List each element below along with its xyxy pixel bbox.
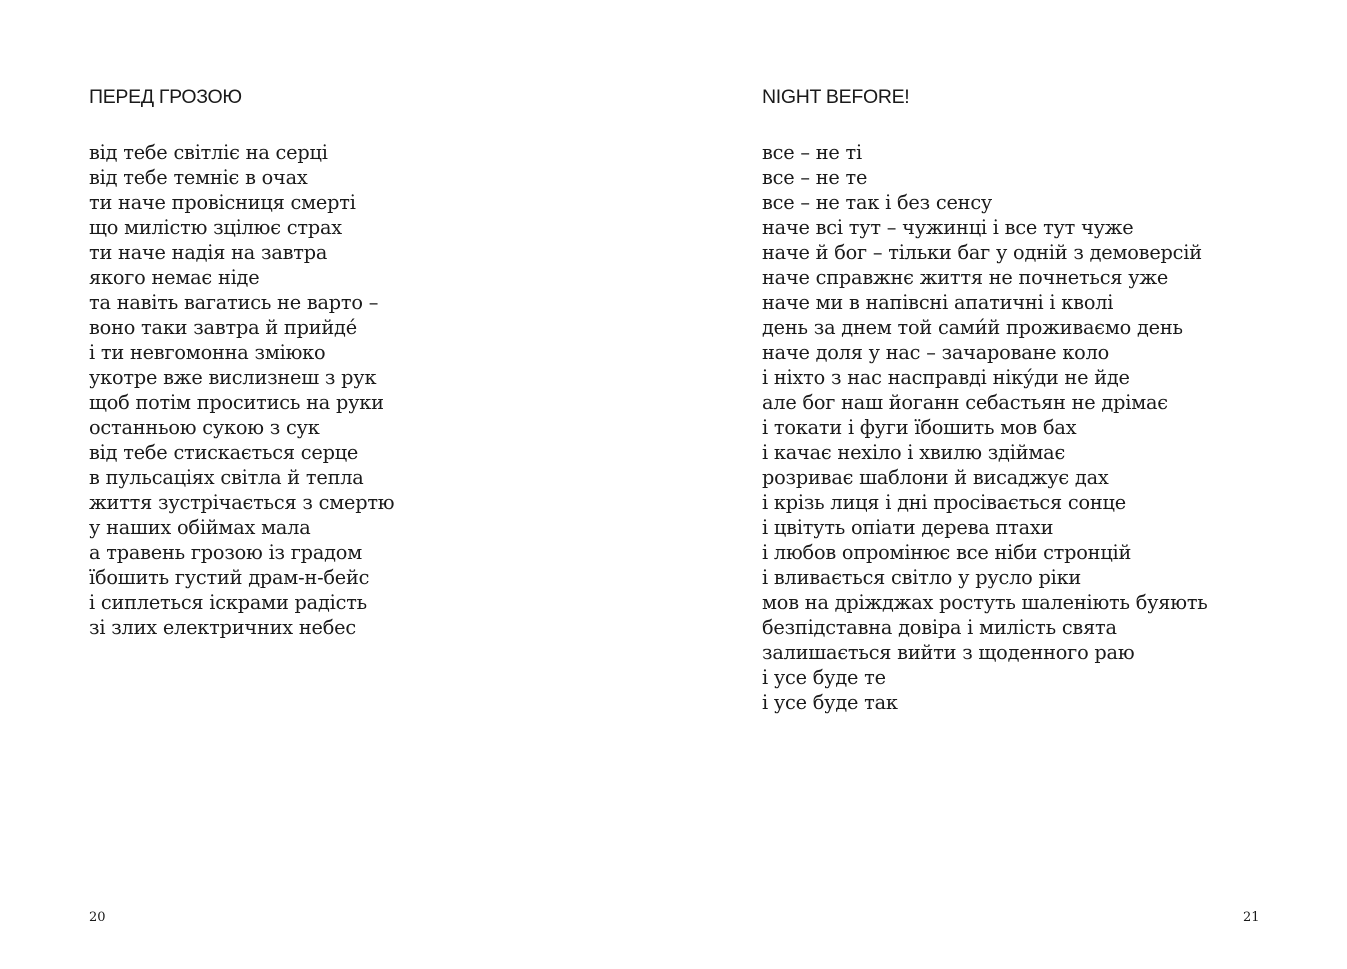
poem-line: наче всі тут – чужинці і все тут чуже: [762, 216, 1134, 239]
poem-line: у наших обіймах мала: [89, 516, 311, 539]
poem-line: все – не те: [762, 166, 868, 189]
poem-line: наче справжнє життя не почнеться уже: [762, 266, 1169, 289]
poem-line: від тебе темніє в очах: [89, 166, 308, 189]
page-number: 21: [1243, 910, 1260, 925]
poem-title: ПЕРЕД ГРОЗОЮ: [89, 86, 242, 108]
poem-line: але бог наш йоганн себастьян не дрімає: [762, 391, 1168, 414]
poem-line: укотре вже вислизнеш з рук: [89, 366, 377, 389]
poem-line: все – не ті: [762, 141, 862, 164]
poem-body: [762, 140, 1208, 715]
poem-line: від тебе світліє на серці: [89, 141, 328, 164]
poem-line: і ти невгомонна зміюко: [89, 341, 326, 364]
poem-line: і качає нехіло і хвилю здіймає: [762, 441, 1066, 464]
poem-line: та навіть вагатись не варто –: [89, 291, 379, 314]
poem-line: якого немає ніде: [89, 266, 260, 289]
poem-line: розриває шаблони й висаджує дах: [762, 466, 1109, 489]
page-number: 20: [89, 910, 106, 925]
poem-line: і токати і фуги їбошить мов бах: [762, 416, 1077, 439]
poem-line: і вливається світло у русло ріки: [762, 566, 1082, 589]
poem-line: останньою сукою з сук: [89, 416, 320, 439]
poem-line: наче ми в напівсні апатичні і кволі: [762, 291, 1114, 314]
poem-line: ти наче провісниця смерті: [89, 191, 356, 214]
poem-line: зі злих електричних небес: [89, 616, 356, 639]
poem-line: життя зустрічається з смертю: [89, 491, 395, 514]
poem-title: NIGHT BEFORE!: [762, 86, 910, 108]
left-page: [0, 0, 673, 969]
poem-line: і цвітуть опіати дерева птахи: [762, 516, 1054, 539]
poem-line: від тебе стискається серце: [89, 441, 359, 464]
poem-line: щоб потім проситись на руки: [89, 391, 384, 414]
poem-line: наче доля у нас – зачароване коло: [762, 341, 1110, 364]
poem-line: що милістю зцілює страх: [89, 216, 342, 239]
poem-line: в пульсаціях світла й тепла: [89, 466, 364, 489]
poem-line: день за днем той сами́й проживаємо день: [762, 316, 1183, 339]
poem-line: і ніхто з нас насправді ніку́ди не йде: [762, 366, 1130, 389]
poem-line: ти наче надія на завтра: [89, 241, 328, 264]
poem-line: і сиплеться іскрами радість: [89, 591, 367, 614]
poem-line: і усе буде так: [762, 691, 898, 714]
poem-body: [89, 140, 394, 640]
poem-line: все – не так і без сенсу: [762, 191, 993, 214]
poem-line: і усе буде те: [762, 666, 886, 689]
right-page: [673, 0, 1347, 969]
poem-line: мов на дріжджах ростуть шаленіють буяють: [762, 591, 1208, 614]
poem-line: наче й бог – тільки баг у одній з демоверсій: [762, 241, 1202, 264]
poem-line: безпідставна довіра і милість свята: [762, 616, 1117, 639]
poem-line: їбошить густий драм-н-бейс: [89, 566, 370, 589]
poem-line: залишається вийти з щоденного раю: [762, 641, 1135, 664]
poem-line: а травень грозою із градом: [89, 541, 362, 564]
poem-line: і крізь лиця і дні просівається сонце: [762, 491, 1126, 514]
poem-line: воно таки завтра й прийде́: [89, 316, 357, 339]
poem-line: і любов опромінює все ніби стронцій: [762, 541, 1132, 564]
